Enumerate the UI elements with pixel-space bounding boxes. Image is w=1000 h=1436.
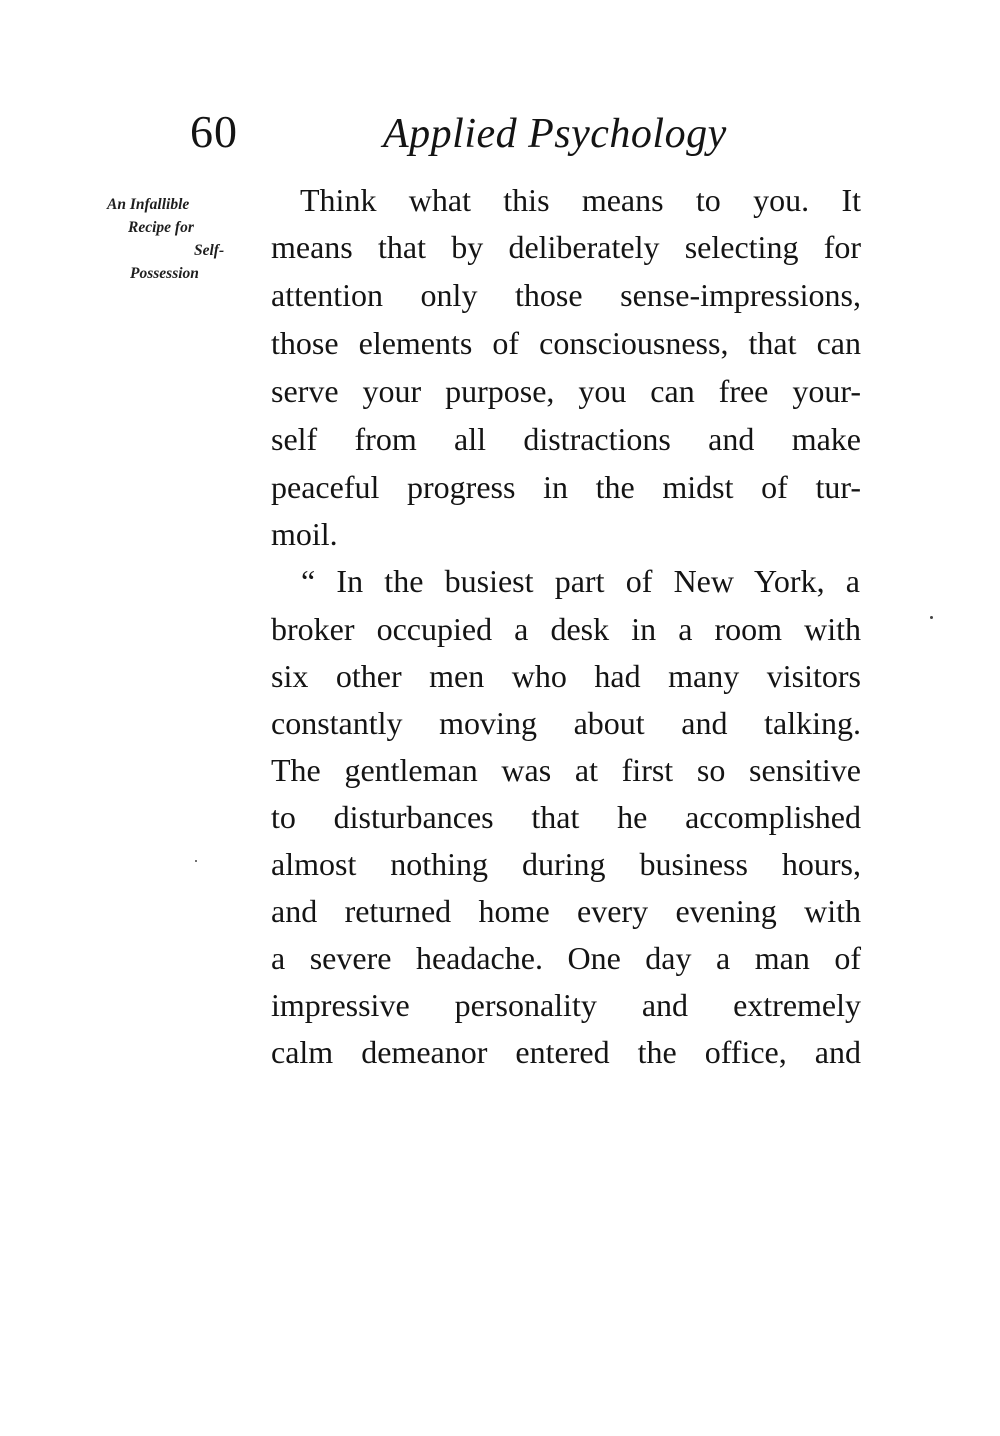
scan-speck xyxy=(195,860,197,862)
text-line: almost nothing during business hours, xyxy=(271,846,861,882)
side-note-line: Recipe for xyxy=(128,219,194,236)
text-line: to disturbances that he accomplished xyxy=(271,799,861,835)
text-line: serve your purpose, you can free your- xyxy=(271,373,861,409)
text-line: means that by deliberately selecting for xyxy=(271,229,861,265)
text-line: six other men who had many visitors xyxy=(271,658,861,694)
text-line: “ In the busiest part of New York, a xyxy=(301,563,860,599)
text-line: a severe headache. One day a man of xyxy=(271,940,861,976)
side-note-line: An Infallible xyxy=(107,196,190,213)
text-line: moil. xyxy=(271,516,338,552)
text-line: peaceful progress in the midst of tur- xyxy=(271,469,861,505)
text-line: impressive personality and extremely xyxy=(271,987,861,1023)
text-line: self from all distractions and make xyxy=(271,421,861,457)
running-title: Applied Psychology xyxy=(383,111,727,157)
side-note-line: Self- xyxy=(194,242,225,259)
page-number: 60 xyxy=(190,106,238,157)
text-line: broker occupied a desk in a room with xyxy=(271,611,861,647)
text-line: constantly moving about and talking. xyxy=(271,705,861,741)
text-line: those elements of consciousness, that can xyxy=(271,325,861,361)
side-note-line: Possession xyxy=(130,265,199,282)
text-line: and returned home every evening with xyxy=(271,893,861,929)
text-line: calm demeanor entered the office, and xyxy=(271,1034,861,1070)
text-line: Think what this means to you. It xyxy=(300,182,861,218)
text-line: The gentleman was at first so sensitive xyxy=(271,752,861,788)
text-line: attention only those sense-impressions, xyxy=(271,277,861,313)
scan-speck xyxy=(930,616,933,619)
side-note xyxy=(95,193,245,285)
